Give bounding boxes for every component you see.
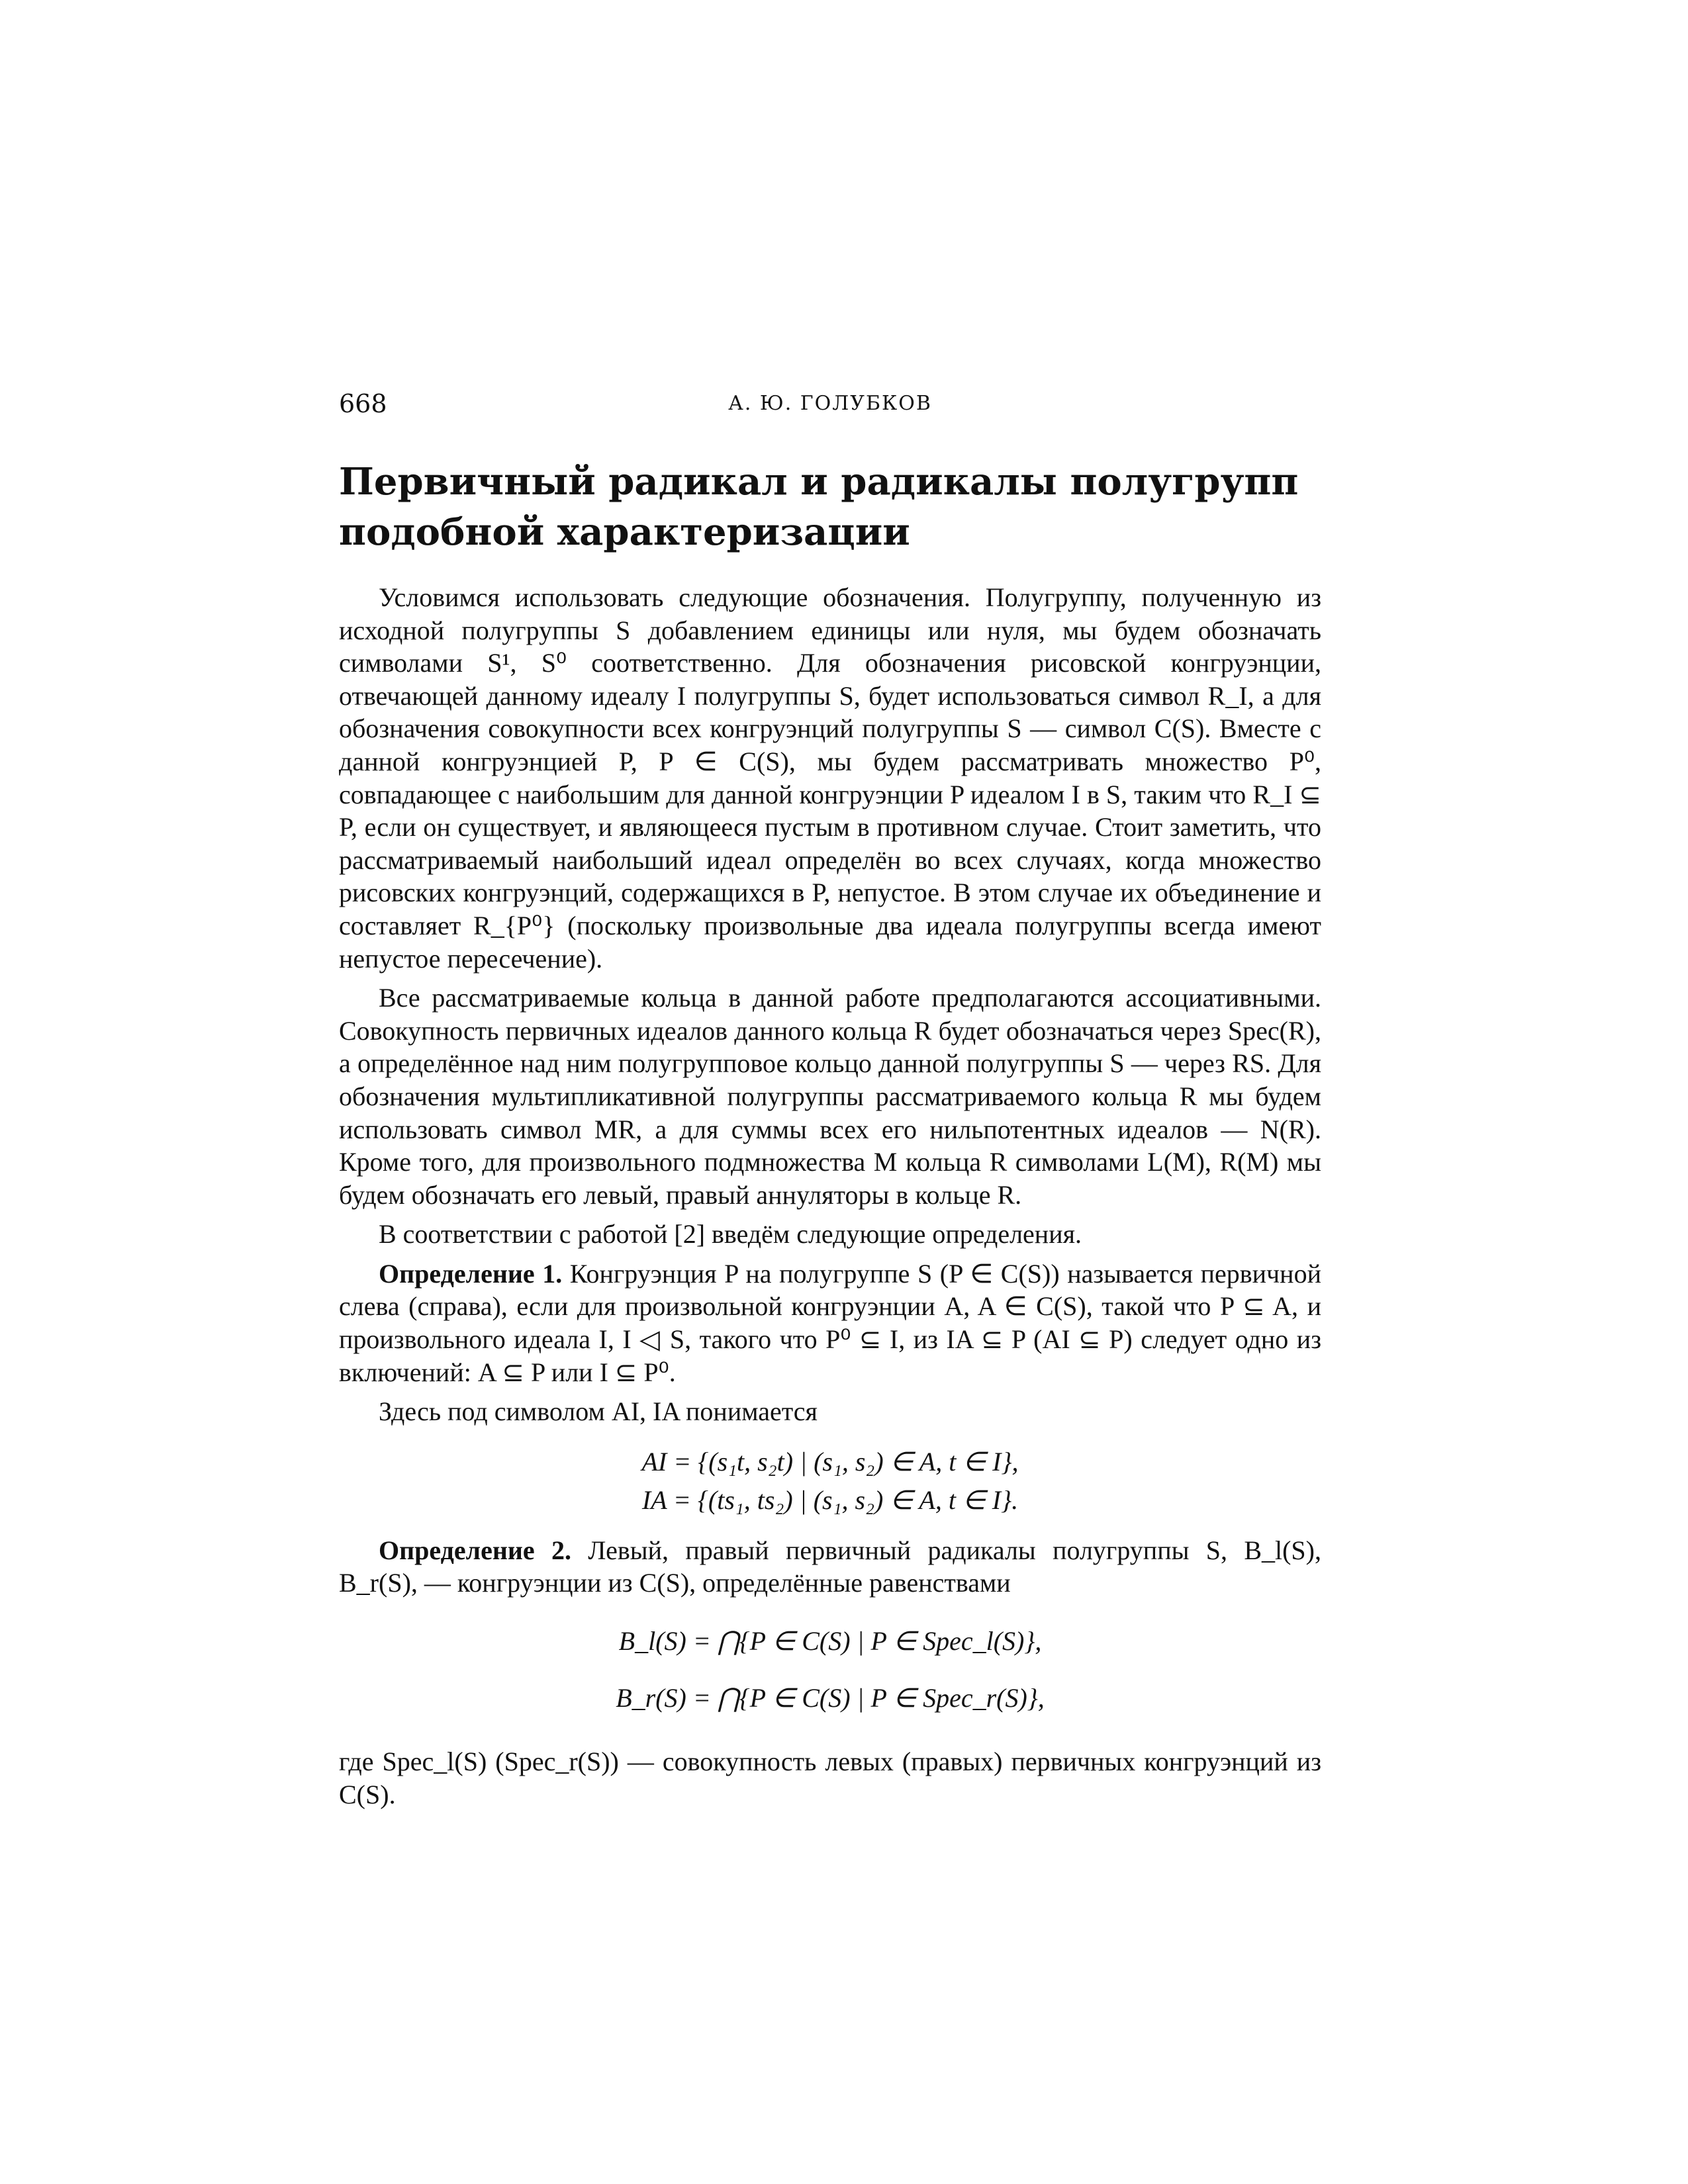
equation-left-radical: B_l(S) = ⋂{P ∈ C(S) | P ∈ Spec_l(S)}, — [618, 1626, 1042, 1657]
running-head: А. Ю. ГОЛУБКОВ — [728, 392, 932, 415]
equation-ia: IA = {(ts₁, ts₂) | (s₁, s₂) ∈ A, t ∈ I}. — [641, 1484, 1019, 1515]
definition-1 — [339, 1257, 1321, 1388]
paragraph-spec-definition: где Spec_l(S) (Spec_r(S)) — совокупность левых (правых) первичных конгруэнций из C(S). — [339, 1747, 1321, 1809]
paragraph-notation-ai-ia: Здесь под символом AI, IA понимается — [379, 1396, 818, 1427]
page-header — [339, 389, 1321, 422]
article-body — [339, 581, 1321, 1817]
definition-1-heading: Определение 1. — [379, 1258, 563, 1289]
paragraph-intro-definitions: В соответствии с работой [2] введём следующие определения. — [379, 1219, 1082, 1250]
definition-2-heading: Определение 2. — [379, 1535, 571, 1565]
definition-1-text: Конгруэнция P на полугруппе S (P ∈ C(S)) называется первичной слева (справа), если для произвольной конгруэнции A, A ∈ C(S), такой что P ⊆ A, и произвольного идеала I, I ◁ S, такого что P⁰ ⊆ I, из IA ⊆ P (AI ⊆ P) следует одно из включений: A ⊆ P или I ⊆ P⁰. — [339, 1258, 1321, 1387]
paragraph-rings: Все рассматриваемые кольца в данной работе предполагаются ассоциативными. Совокупность первичных идеалов данного кольца R будет обозначаться через Spec(R), а определённое над ним полугрупповое кольцо данной полугруппы S — через RS. Для обозначения мультипликативной полугруппы рассматриваемого кольца R мы будем использовать символ MR, а для суммы всех его нильпотентных идеалов — N(R). Кроме того, для произвольного подмножества M кольца R символами L(M), R(M) мы будем обозначать его левый, правый аннуляторы в кольце R. — [339, 983, 1321, 1210]
definition-2 — [339, 1534, 1321, 1600]
paragraph-notation: Условимся использовать следующие обозначения. Полугруппу, полученную из исходной полугруппы S добавлением единицы или нуля, мы будем обозначать символами S¹, S⁰ соответственно. Для обозначения рисовской конгруэнции, отвечающей данному идеалу I полугруппы S, будет использоваться символ R_I, а для обозначения совокупности всех конгруэнций полугруппы S — символ C(S). Вместе с данной конгруэнцией P, P ∈ C(S), мы будем рассматривать множество P⁰, совпадающее с наибольшим для данной конгруэнции P идеалом I в S, таким что R_I ⊆ P, если он существует, и являющееся пустым в противном случае. Стоит заметить, что рассматриваемый наибольший идеал определён во всех случаях, когда множество рисовских конгруэнций, содержащихся в P, непустое. В этом случае их объединение и составляет R_{P⁰} (поскольку произвольные два идеала полугруппы всегда имеют непустое пересечение). — [339, 582, 1321, 974]
article-title-line-2: подобной характеризации — [339, 510, 910, 554]
display-equations-ai-ia — [339, 1443, 1321, 1520]
display-equations-radicals — [339, 1613, 1321, 1727]
page-number: 668 — [339, 389, 387, 418]
definition-2-text: Левый, правый первичный радикалы полугруппы S, B_l(S), B_r(S), — конгруэнции из C(S), определённые равенствами — [339, 1535, 1321, 1598]
article-title — [339, 457, 1321, 557]
equation-ai: AI = {(s₁t, s₂t) | (s₁, s₂) ∈ A, t ∈ I}, — [641, 1446, 1019, 1477]
article-title-line-1: Первичный радикал и радикалы полугрупп — [339, 460, 1299, 504]
equation-right-radical: B_r(S) = ⋂{P ∈ C(S) | P ∈ Spec_r(S)}, — [616, 1683, 1045, 1713]
